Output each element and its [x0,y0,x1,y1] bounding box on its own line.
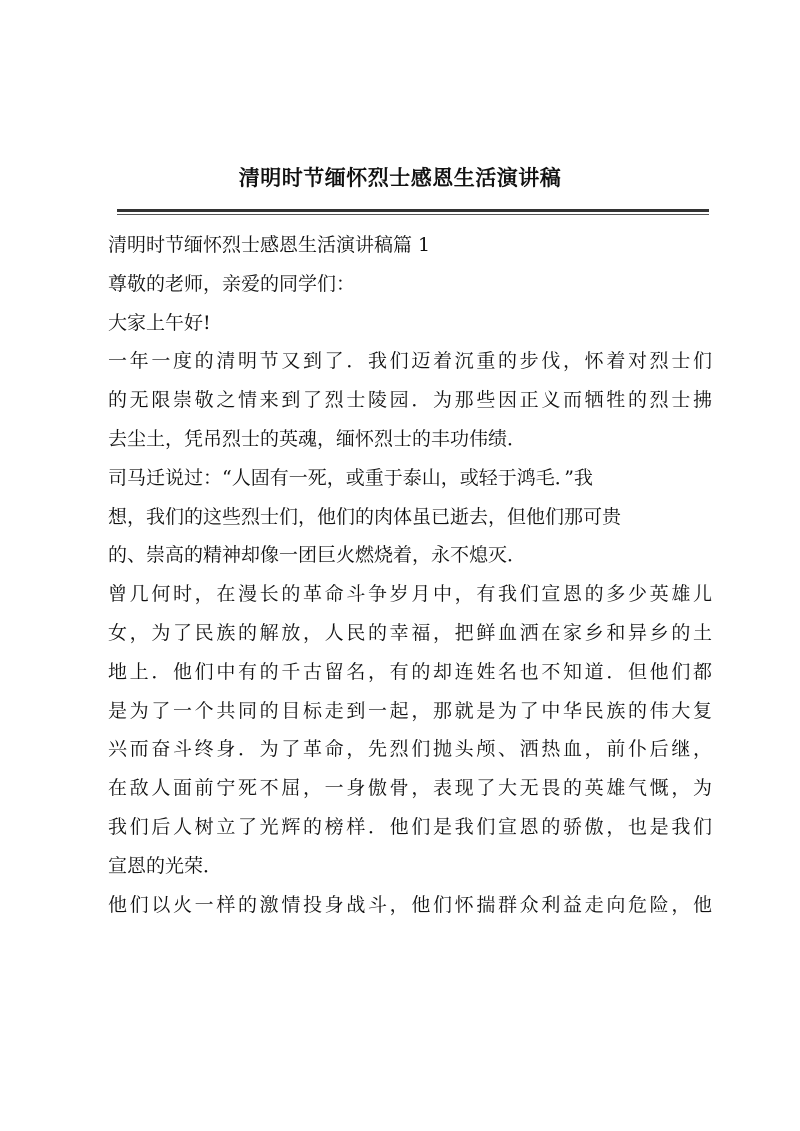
document-title: 清明时节缅怀烈士感恩生活演讲稿 [238,165,562,190]
paragraph-1 [108,342,712,458]
paragraph-4 [108,886,712,925]
paragraph-3-line: 在敌人面前宁死不屈，一身傲骨，表现了大无畏的英雄气慨，为 [108,777,712,800]
paragraph-3-line: 曾几何时，在漫长的革命斗争岁月中，有我们宣恩的多少英雄儿 [108,583,712,606]
title-divider-thin [117,214,709,215]
paragraph-2-line: 司马迁说过：“人固有一死，或重于泰山，或轻于鸿毛．”我 [108,466,593,489]
opening-text: 大家上午好! [108,311,211,334]
paragraph-3-line: 宣恩的光荣． [108,854,223,877]
paragraph-2-line: 的、崇高的精神却像一团巨火燃烧着，永不熄灭． [108,544,527,567]
paragraph-1-line: 去尘土，凭吊烈士的英魂，缅怀烈士的丰功伟绩． [108,427,527,450]
opening [108,304,712,343]
paragraph-3-line: 我们后人树立了光辉的榜样．他们是我们宣恩的骄傲，也是我们 [108,815,712,838]
greeting [108,265,712,304]
paragraph-4-line: 他们以火一样的激情投身战斗，他们怀揣群众利益走向危险，他 [108,893,712,916]
paragraph-3-line: 女，为了民族的解放，人民的幸福，把鲜血洒在家乡和异乡的土 [108,621,712,644]
title-divider-thick [117,209,709,212]
paragraph-2 [108,459,712,575]
paragraph-2-line: 想，我们的这些烈士们，他们的肉体虽已逝去，但他们那可贵 [108,505,622,528]
section-heading [108,226,712,265]
paragraph-3-line: 地上．他们中有的千古留名，有的却连姓名也不知道．但他们都 [108,660,712,683]
paragraph-3-line: 兴而奋斗终身．为了革命，先烈们抛头颅、洒热血，前仆后继， [108,738,712,761]
paragraph-1-line: 一年一度的清明节又到了．我们迈着沉重的步伐，怀着对烈士们 [108,350,712,373]
paragraph-1-line: 的无限崇敬之情来到了烈士陵园．为那些因正义而牺牲的烈士拂 [108,389,712,412]
paragraph-3 [108,575,712,885]
paragraph-3-line: 是为了一个共同的目标走到一起，那就是为了中华民族的伟大复 [108,699,712,722]
section-heading-text: 清明时节缅怀烈士感恩生活演讲稿篇 1 [108,234,431,256]
document-body [108,226,712,924]
greeting-text: 尊敬的老师，亲爱的同学们： [108,272,356,295]
